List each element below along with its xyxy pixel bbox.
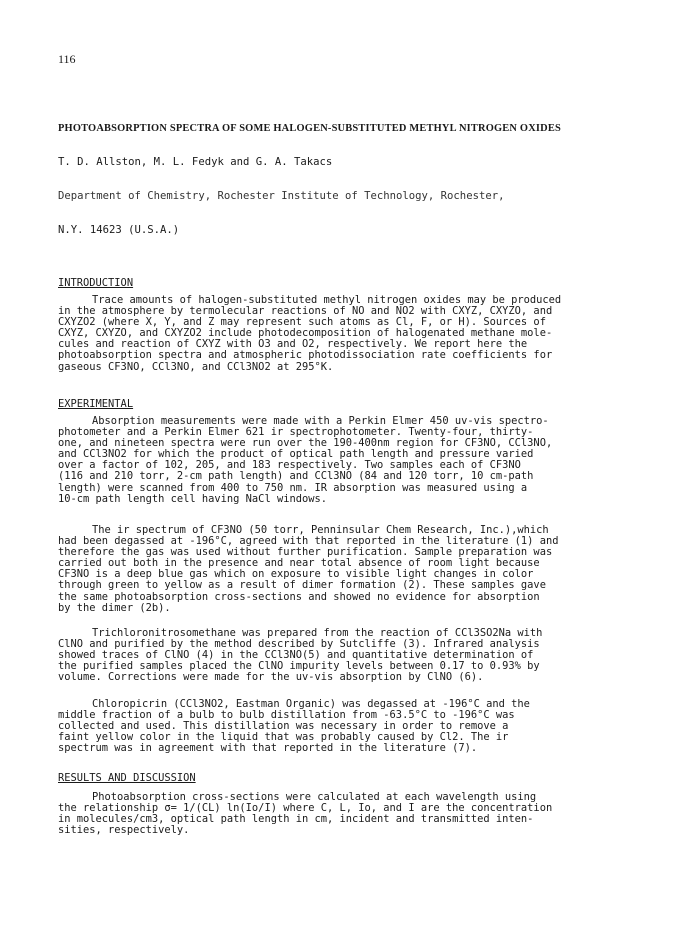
text-line: 10-cm path length cell having NaCl windows.: [58, 492, 327, 505]
text-line: The ir spectrum of CF3NO (50 torr, Penninsular Chem Research, Inc.),which: [92, 524, 549, 536]
text-line: Trace amounts of halogen-substituted methyl nitrogen oxides may be produced: [92, 294, 562, 306]
text-line: middle fraction of a bulb to bulb distillation from -63.5°C to -196°C was: [58, 709, 515, 722]
text-line: through green to yellow as a result of dimer formation (2). These samples gave: [58, 579, 546, 592]
affiliation-line-1: Department of Chemistry, Rochester Institute of Technology, Rochester,: [58, 190, 505, 202]
text-line: Trichloronitrosomethane was prepared from the reaction of CCl3SO2Na with: [92, 627, 543, 639]
text-line: length) were scanned from 400 to 750 nm. IR absorption was measured using a: [58, 481, 528, 494]
text-line: sities, respectively.: [58, 824, 190, 837]
text-line: volume. Corrections were made for the uv-vis absorption by ClNO (6).: [58, 671, 484, 684]
author-list: T. D. Allston, M. L. Fedyk and G. A. Takacs: [58, 156, 333, 168]
text-line: spectrum was in agreement with that reported in the literature (7).: [58, 742, 478, 755]
experimental-paragraph-1: [58, 416, 618, 505]
text-line: gaseous CF3NO, CCl3NO, and CCl3NO2 at 295°K.: [58, 360, 334, 373]
text-line: CXYZ, CXYZO, and CXYZO2 include photodecomposition of halogenated methane mole-: [58, 327, 553, 340]
text-line: had been degassed at -196°C, agreed with that reported in the literature (1) and: [58, 535, 559, 548]
text-line: faint yellow color in the liquid that was probably caused by Cl2. The ir: [58, 731, 509, 744]
text-line: Photoabsorption cross-sections were calculated at each wavelength using: [92, 791, 537, 803]
text-line: therefore the gas was used without further purification. Sample preparation was: [58, 546, 553, 559]
text-line: the purified samples placed the ClNO impurity levels between 0.17 to 0.93% by: [58, 660, 540, 673]
text-line: Chloropicrin (CCl3NO2, Eastman Organic) was degassed at -196°C and the: [92, 698, 530, 710]
section-heading-experimental: EXPERIMENTAL: [58, 398, 134, 410]
introduction-paragraph: [58, 295, 618, 373]
text-line: the same photoabsorption cross-sections and showed no evidence for absorption: [58, 590, 540, 603]
results-paragraph: [58, 792, 618, 836]
experimental-paragraph-4: [58, 699, 618, 754]
text-line: in the atmosphere by termolecular reactions of NO and NO2 with CXYZ, CXYZO, and: [58, 305, 553, 318]
section-heading-introduction: INTRODUCTION: [58, 277, 134, 289]
text-line: by the dimer (2b).: [58, 601, 171, 614]
text-line: cules and reaction of CXYZ with O3 and O2, respectively. We report here the: [58, 338, 528, 351]
section-heading-results: RESULTS AND DISCUSSION: [58, 772, 196, 784]
text-line: (116 and 210 torr, 2-cm path length) and CCl3NO (84 and 120 torr, 10 cm-path: [58, 470, 534, 483]
text-line: Absorption measurements were made with a Perkin Elmer 450 uv-vis spectro-: [92, 415, 549, 427]
experimental-paragraph-2: [58, 525, 618, 614]
text-line: photometer and a Perkin Elmer 621 ir spectrophotometer. Twenty-four, thirty-: [58, 426, 534, 439]
text-line: in molecules/cm3, optical path length in cm, incident and transmitted inten-: [58, 813, 534, 826]
text-line: the relationship σ= 1/(CL) ln(Io/I) where C, L, Io, and I are the concentration: [58, 802, 553, 815]
text-line: ClNO and purified by the method described by Sutcliffe (3). Infrared analysis: [58, 638, 540, 651]
affiliation-line-2: N.Y. 14623 (U.S.A.): [58, 224, 180, 236]
text-line: showed traces of ClNO (4) in the CCl3NO(5) and quantitative determination of: [58, 649, 534, 662]
text-line: carried out both in the presence and near total absence of room light because: [58, 557, 540, 570]
experimental-paragraph-3: [58, 628, 618, 683]
paper-title: PHOTOABSORPTION SPECTRA OF SOME HALOGEN-SUBSTITUTED METHYL NITROGEN OXIDES: [58, 123, 561, 134]
text-line: photoabsorption spectra and atmospheric photodissociation rate coefficients for: [58, 349, 553, 362]
text-line: collected and used. This distillation was necessary in order to remove a: [58, 720, 509, 733]
page-number: 116: [58, 52, 76, 66]
text-line: over a factor of 102, 205, and 183 respectively. Two samples each of CF3NO: [58, 459, 521, 472]
text-line: CXYZO2 (where X, Y, and Z may represent such atoms as Cl, F, or H). Sources of: [58, 316, 546, 329]
text-line: and CCl3NO2 for which the product of optical path length and pressure varied: [58, 448, 534, 461]
text-line: CF3NO is a deep blue gas which on exposure to visible light changes in color: [58, 568, 534, 581]
text-line: one, and nineteen spectra were run over the 190-400nm region for CF3NO, CCl3NO,: [58, 437, 553, 450]
